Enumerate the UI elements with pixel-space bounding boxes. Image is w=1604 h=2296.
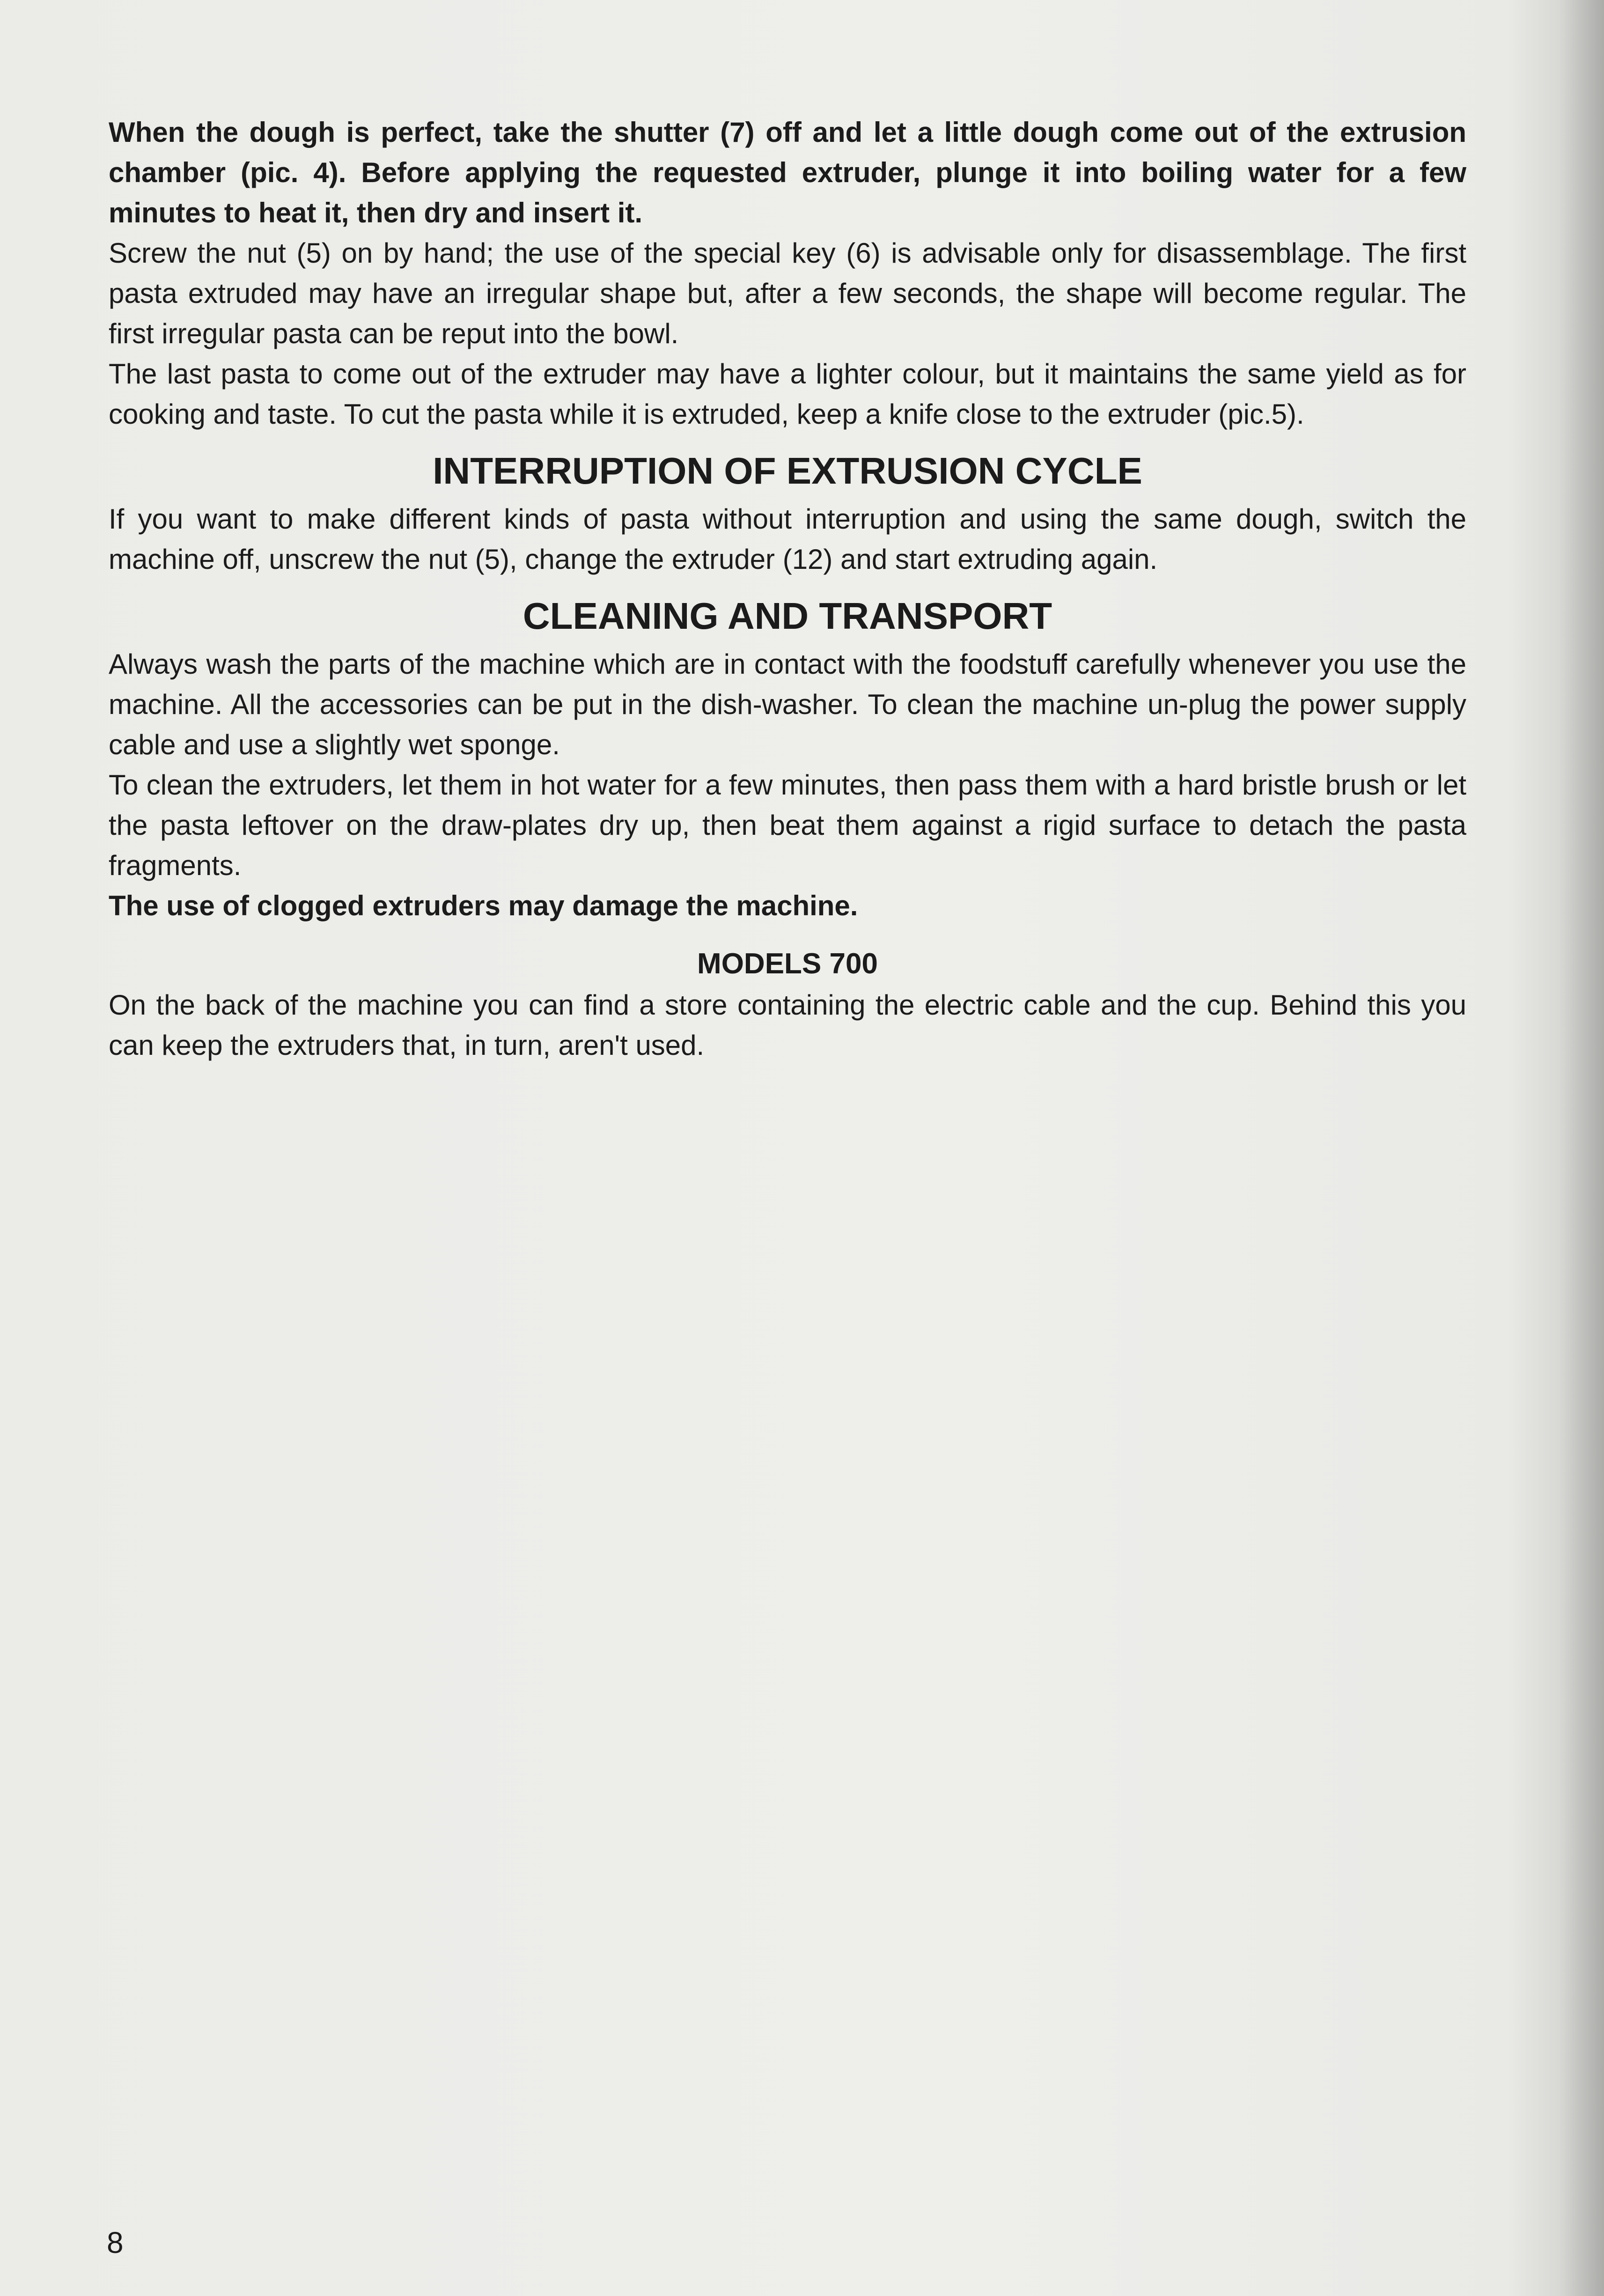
models-paragraph: On the back of the machine you can find a store containing the electric cable and the cup. Behind this you can keep the extruders that, in turn, aren't used. (109, 989, 1466, 1061)
intro-paragraph-nut: Screw the nut (5) on by hand; the use of the special key (6) is advisable only for disassemblage. The first pasta extruded may have an irregular shape but, after a few seconds, the shape will become regular. The first irregular pasta can be reput into the bowl. (109, 237, 1466, 349)
intro-bold-paragraph: When the dough is perfect, take the shutter (7) off and let a little dough come out of the extrusion chamber (pic. 4). Before applying the requested extruder, plunge it into boiling water for a few minutes to heat it, then dry and insert it. (109, 117, 1466, 228)
intro-paragraph-last-pasta: The last pasta to come out of the extruder may have a lighter colour, but it maintains the same yield as for cooking and taste. To cut the pasta while it is extruded, keep a knife close to the extruder (pic.5). (109, 358, 1466, 430)
binding-shadow (1559, 0, 1604, 2296)
models-heading: MODELS 700 (697, 948, 878, 980)
interruption-paragraph: If you want to make different kinds of pasta without interruption and using the same dough, switch the machine off, unscrew the nut (5), change the extruder (12) and start extruding again. (109, 503, 1466, 575)
cleaning-heading: CLEANING AND TRANSPORT (522, 595, 1052, 637)
page-content (109, 112, 1466, 1066)
interruption-heading: INTERRUPTION OF EXTRUSION CYCLE (433, 450, 1142, 492)
page-number: 8 (107, 2226, 124, 2259)
cleaning-warning: The use of clogged extruders may damage the machine. (109, 890, 858, 921)
cleaning-paragraph-wash: Always wash the parts of the machine which are in contact with the foodstuff carefully whenever you use the machine. All the accessories can be put in the dish-washer. To clean the machine un-plug the power supply cable and use a slightly wet sponge. (109, 648, 1466, 760)
cleaning-paragraph-extruders: To clean the extruders, let them in hot water for a few minutes, then pass them with a hard bristle brush or let the pasta leftover on the draw-plates dry up, then beat them against a rigid surface to detach the pasta fragments. (109, 769, 1466, 881)
